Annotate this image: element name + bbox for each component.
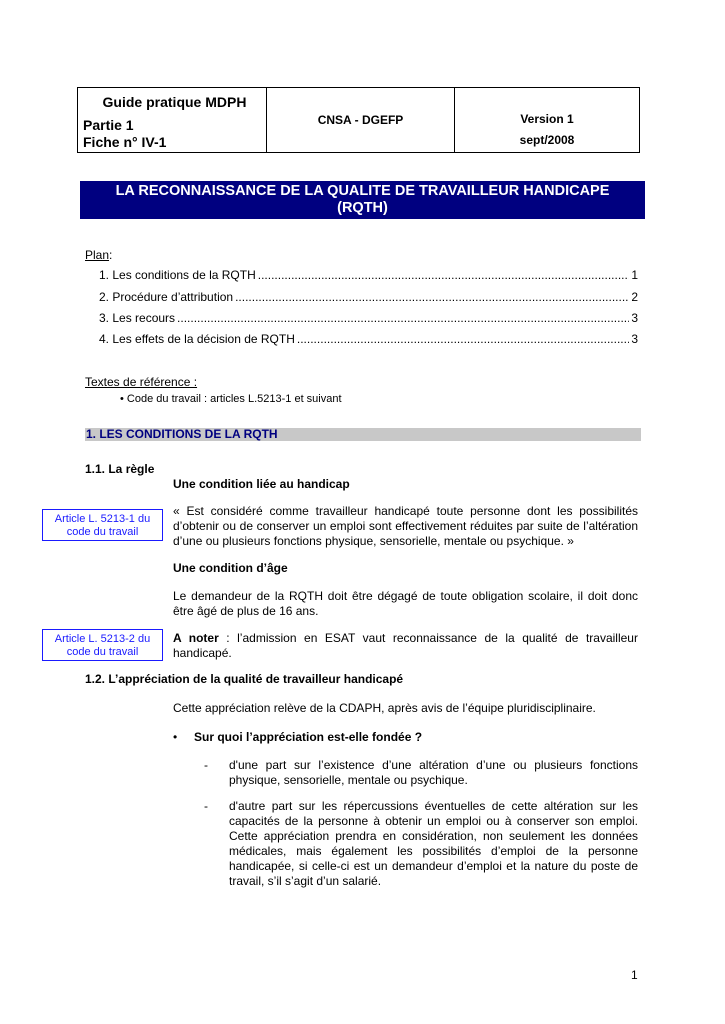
toc-leader [258,268,630,282]
toc-page: 3 [631,311,638,325]
toc-text: 3. Les recours [99,311,176,325]
toc-entry[interactable] [99,290,638,304]
page-number: 1 [631,968,638,982]
subsection-heading: 1.2. L’appréciation de la qualité de travailleur handicapé [85,672,404,686]
article-ref-box: Article L. 5213-2 du code du travail [42,629,163,661]
header-cell-guide [78,88,267,152]
date-label: sept/2008 [519,133,575,147]
header-table [77,87,640,153]
age-paragraph: Le demandeur de la RQTH doit être dégagé de toute obligation scolaire, il doit donc être âgé de plus de 16 ans. [173,589,638,618]
toc-entry[interactable] [99,332,638,346]
toc-page: 3 [631,332,638,346]
section-heading: 1. LES CONDITIONS DE LA RQTH [85,428,641,441]
bullet-icon: • [173,730,178,744]
note-paragraph [173,631,638,661]
note-text: : l’admission en ESAT vaut reconnaissance de la qualité de travailleur handicapé. [173,631,638,660]
toc-leader [235,290,629,304]
version-label: Version 1 [520,112,574,126]
note-label: A noter [173,631,219,645]
title-line-1: LA RECONNAISSANCE DE LA QUALITE DE TRAVAILLEUR HANDICAPE [115,183,610,199]
title-line-2: (RQTH) [337,200,388,216]
reference-text: Code du travail : articles L.5213-1 et suivant [126,393,342,405]
guide-title: Guide pratique MDPH [102,94,247,110]
header-cell-org [267,88,455,152]
toc-leader [177,311,629,325]
article-ref-box: Article L. 5213-1 du code du travail [42,509,163,541]
subheading-age: Une condition d’âge [173,561,288,575]
plan-label [85,248,112,262]
toc-text: 2. Procédure d’attribution [99,290,234,304]
plan-suffix: : [109,248,113,262]
toc-entry[interactable] [99,268,638,282]
fiche-label: Fiche n° IV-1 [83,134,167,150]
subsection-heading: 1.1. La règle [85,462,155,476]
header-cell-version [455,88,639,152]
reference-item [120,393,342,405]
dash-icon: - [204,799,208,813]
partie-label: Partie 1 [83,117,134,133]
quote-paragraph: « Est considéré comme travailleur handicapé toute personne dont les possibilités d’obtenir ou de conserver un emploi sont effectivement réduites par suite de l’altération d’une ou plusieurs fonctions physique, sensorielle, mentale ou psychique. » [173,504,638,548]
plan-text: Plan [85,248,110,262]
toc-page: 2 [631,290,638,304]
appreciation-paragraph: Cette appréciation relève de la CDAPH, après avis de l’équipe pluridisciplinaire. [173,701,596,715]
subheading-handicap: Une condition liée au handicap [173,477,350,491]
question-heading: Sur quoi l’appréciation est-elle fondée ? [194,730,423,744]
dash-item: d'une part sur l’existence d’une altération d’une ou plusieurs fonctions physique, sensorielle, mentale ou psychique. [229,758,638,787]
toc-page: 1 [631,268,638,282]
toc-text: 1. Les conditions de la RQTH [99,268,256,282]
toc-entry[interactable] [99,311,638,325]
dash-item: d'autre part sur les répercussions éventuelles de cette altération sur les capacités de la personne à obtenir un emploi ou à conserver son emploi. Cette appréciation prendra en considération, non seulement les données médicales, mais également les possibilités d’emploi de la personne handicapée, si celle-ci est un demandeur d’emploi et la nature du poste de travail, s’il s’agit d’un salarié. [229,799,638,888]
document-title [80,181,645,219]
org-label: CNSA - DGEFP [317,113,404,127]
toc-leader [297,332,629,346]
references-label: Textes de référence : [85,375,198,389]
dash-icon: - [204,758,208,772]
toc-text: 4. Les effets de la décision de RQTH [99,332,295,346]
bullet-icon: • [120,393,124,405]
